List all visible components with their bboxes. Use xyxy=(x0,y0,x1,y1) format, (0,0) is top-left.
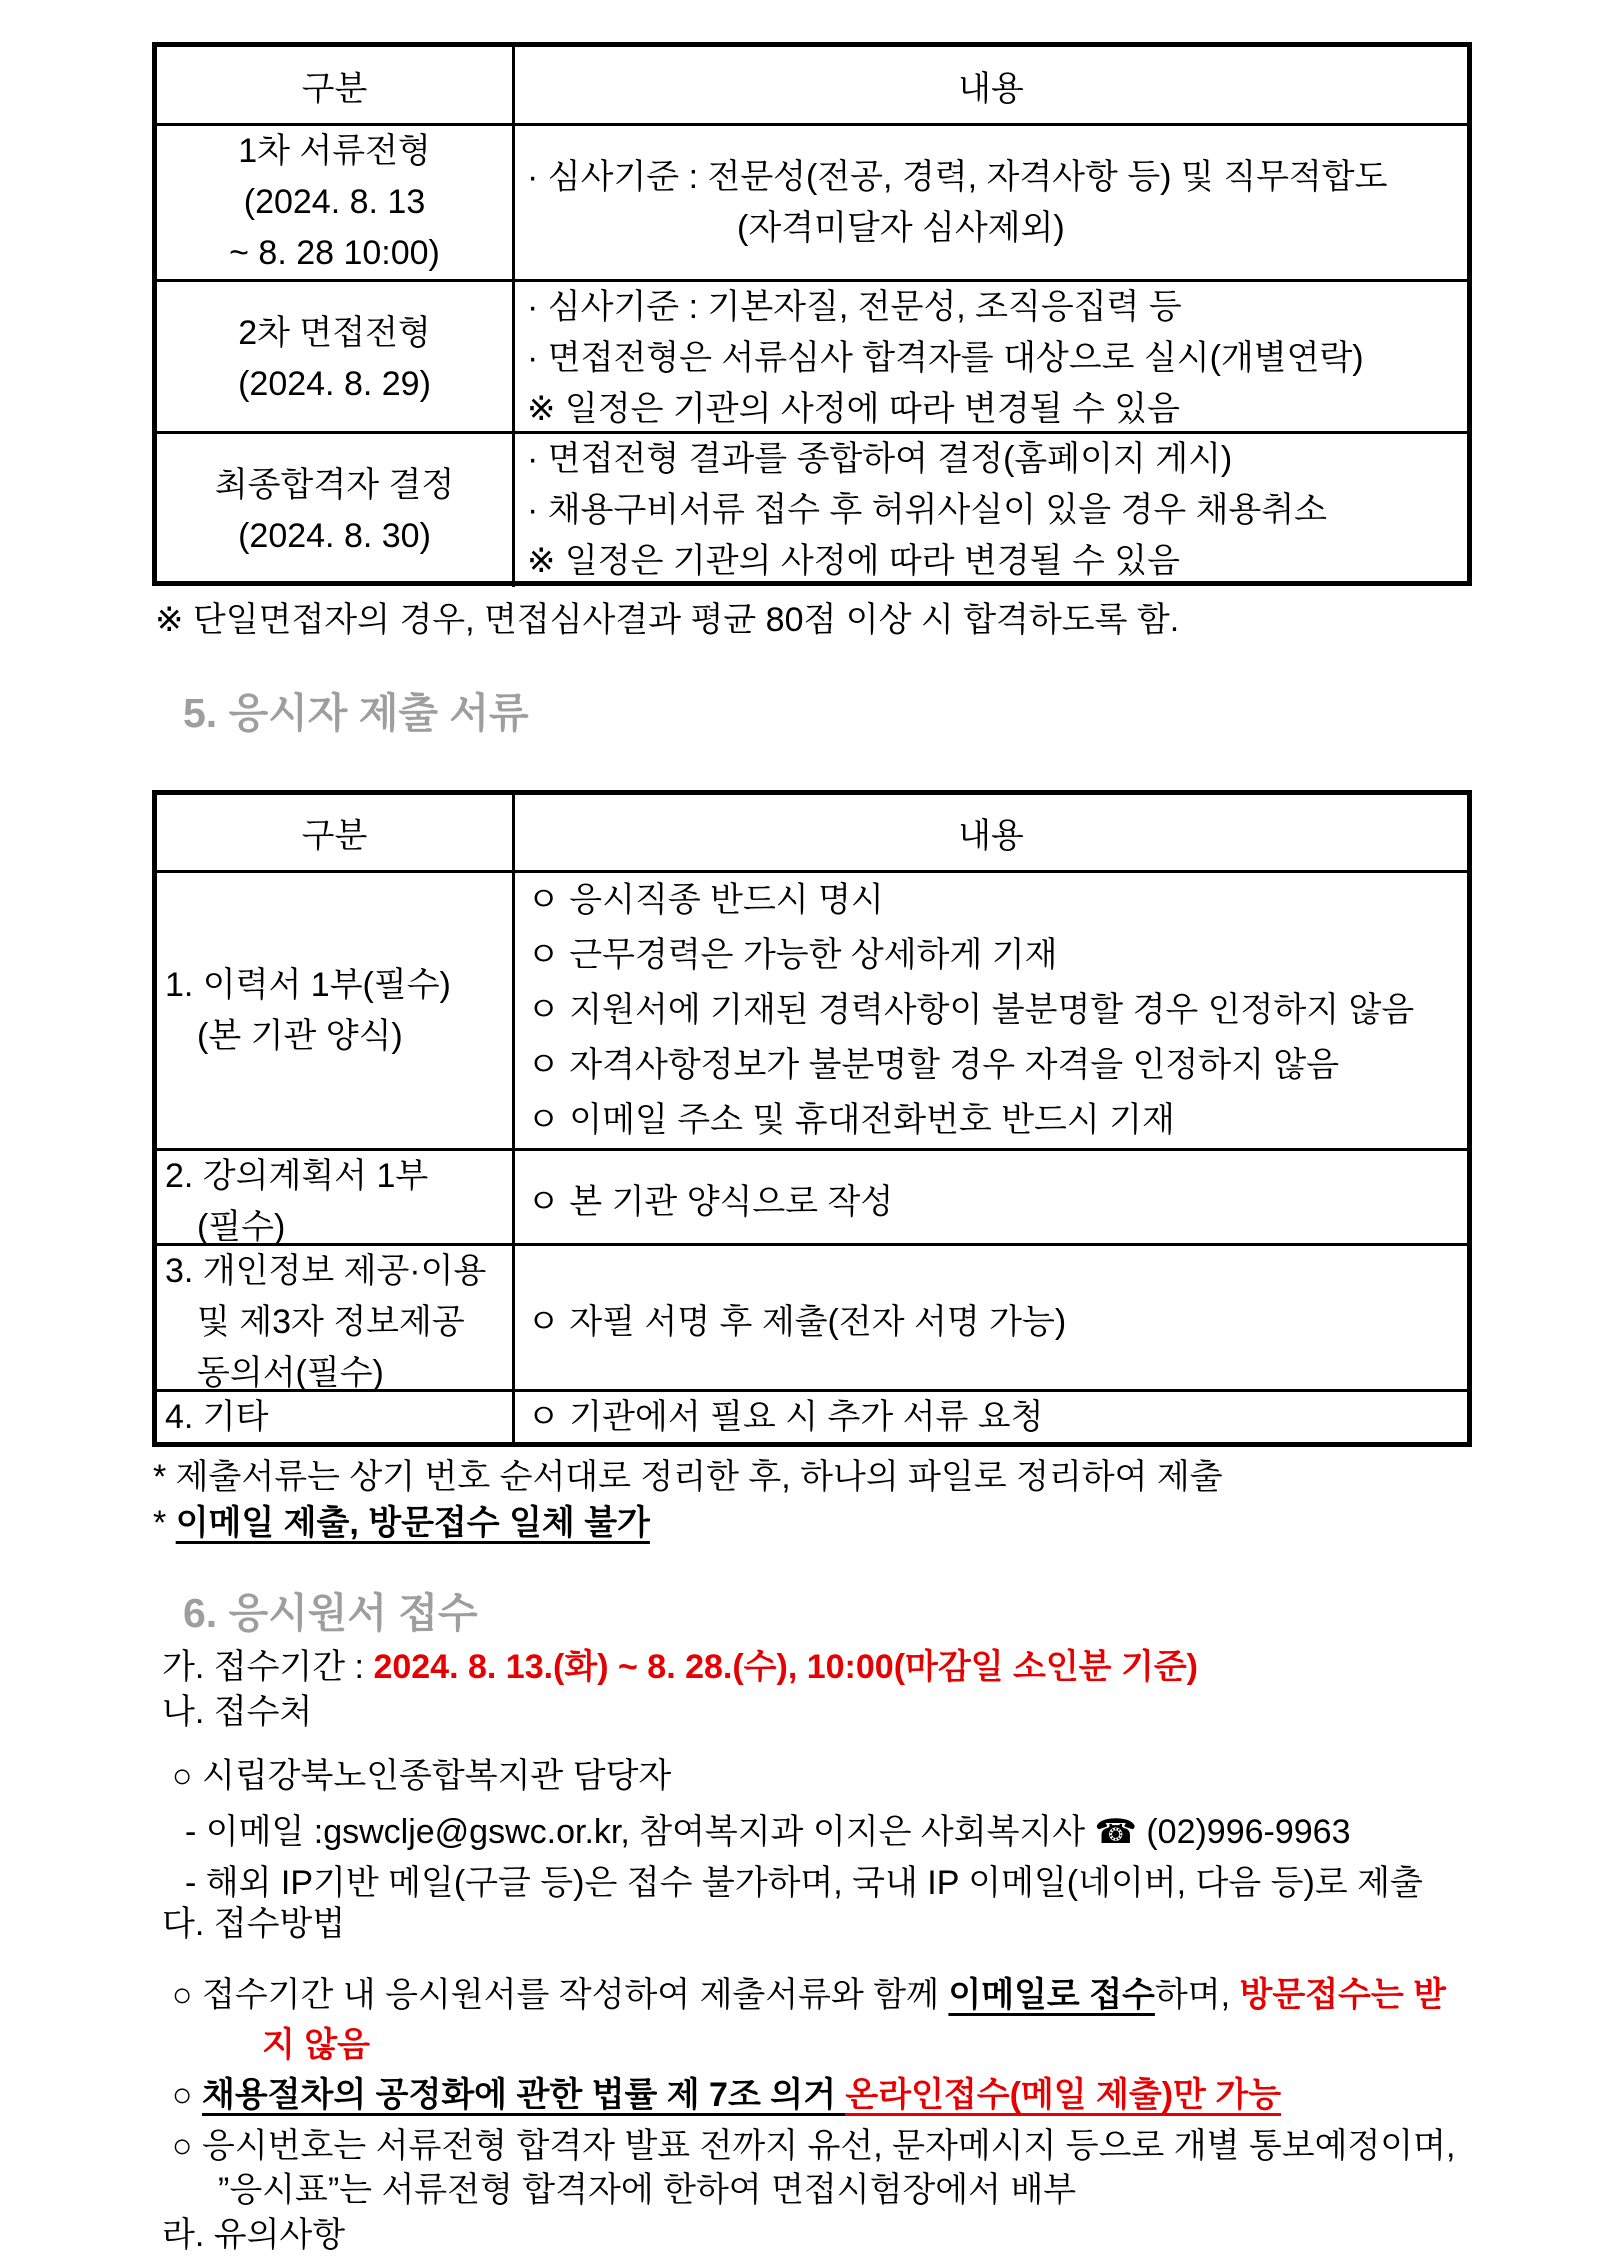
row-category: 최종합격자 결정 (2024. 8. 30) xyxy=(214,465,455,555)
row-content: ㅇ 자필 서명 후 제출(전자 서명 가능) xyxy=(512,1246,1467,1399)
row-category: 3. 개인정보 제공·이용 및 제3자 정보제공 동의서(필수) xyxy=(165,1252,487,1392)
table-header-row xyxy=(157,795,1467,870)
row-content: · 심사기준 : 기본자질, 전문성, 조직응집력 등 · 면접전형은 서류심사 합격자를 대상으로 실시(개별연락) ※ 일정은 기관의 사정에 따라 변경될 수 있음 xyxy=(512,282,1467,435)
no-visit-red-wrap: 지 않음 xyxy=(262,2026,370,2064)
contact-ip-notice: - 해외 IP기반 메일(구글 등)은 접수 불가하며, 국내 IP 이메일(네이버, 다음 등)로 제출 xyxy=(185,1864,1423,1902)
period-label: 가. 접수기간 : xyxy=(162,1648,374,1686)
row-content: · 심사기준 : 전문성(전공, 경력, 자격사항 등) 및 직무적합도 (자격미달자 심사제외) xyxy=(512,126,1467,279)
header-cell-content: 내용 xyxy=(512,795,1467,870)
method-number-line1: ○ 응시번호는 서류전형 합격자 발표 전까지 유선, 문자메시지 등으로 개별 통보예정이며, xyxy=(172,2127,1456,2165)
method-number-line2: ”응시표”는 서류전형 합격자에 한하여 면접시험장에서 배부 xyxy=(218,2171,1077,2209)
row-content: ㅇ 본 기관 양식으로 작성 xyxy=(512,1151,1467,1253)
selection-schedule-table xyxy=(152,42,1472,586)
header-cell-category: 구분 xyxy=(301,69,368,108)
header-cell-category: 구분 xyxy=(301,817,368,855)
method-law-line xyxy=(172,2068,1281,2122)
email-submit-emphasis: 이메일로 접수 xyxy=(948,1976,1155,2014)
contact-organization: ○ 시립강북노인종합복지관 담당자 xyxy=(172,1757,672,1795)
period-dates: 2024. 8. 13.(화) ~ 8. 28.(수), 10:00(마감일 소인분 기준) xyxy=(373,1648,1198,1686)
circle-bullet: ○ xyxy=(172,2076,202,2114)
row-category: 1. 이력서 1부(필수) (본 기관 양식) xyxy=(165,965,451,1055)
online-only-red: 온라인접수(메일 제출)만 가능 xyxy=(845,2076,1282,2114)
row-category: 1차 서류전형 (2024. 8. 13 ~ 8. 28 10:00) xyxy=(229,132,440,272)
table-header-row xyxy=(157,47,1467,123)
row-content: · 면접전형 결과를 종합하여 결정(홈페이지 게시) · 채용구비서류 접수 후 허위사실이 있을 경우 채용취소 ※ 일정은 기관의 사정에 따라 변경될 수 있음 xyxy=(512,434,1467,587)
row-category: 4. 기타 xyxy=(165,1398,269,1436)
row-content: ㅇ 기관에서 필요 시 추가 서류 요청 xyxy=(512,1392,1467,1443)
table-row xyxy=(157,1389,1467,1442)
notes-label: 라. 유의사항 xyxy=(162,2216,346,2254)
section6-heading: 6. 응시원서 접수 xyxy=(183,1590,478,1636)
header-cell-content: 내용 xyxy=(512,47,1467,123)
row-category: 2차 면접전형 (2024. 8. 29) xyxy=(238,313,431,403)
table-row xyxy=(157,1148,1467,1246)
method-email-line xyxy=(172,1968,1446,2022)
table-row xyxy=(157,870,1467,1148)
contact-email-line: - 이메일 :gswclje@gswc.or.kr, 참여복지과 이지은 사회복지사 ☎ (02)996-9963 xyxy=(185,1813,1351,1851)
reception-place-label: 나. 접수처 xyxy=(162,1693,313,1731)
method-text: 하며, xyxy=(1154,1976,1240,2014)
no-visit-red: 방문접수는 받 xyxy=(1239,1976,1447,2014)
table-row xyxy=(157,1243,1467,1392)
table2-note-no-email xyxy=(153,1496,650,1550)
method-text: ○ 접수기간 내 응시원서를 작성하여 제출서류와 함께 xyxy=(172,1976,949,2014)
table-row xyxy=(157,279,1467,431)
asterisk: * xyxy=(153,1504,176,1542)
row-category: 2. 강의계획서 1부 (필수) xyxy=(165,1157,429,1246)
table-row xyxy=(157,431,1467,581)
law-emphasis: 채용절차의 공정화에 관한 법률 제 7조 의거 xyxy=(201,2076,846,2114)
table-row xyxy=(157,123,1467,279)
section5-heading: 5. 응시자 제출 서류 xyxy=(183,690,529,736)
no-email-emphasis: 이메일 제출, 방문접수 일체 불가 xyxy=(175,1504,650,1542)
application-period-line xyxy=(162,1640,1198,1694)
reception-method-label: 다. 접수방법 xyxy=(162,1905,346,1943)
table2-note-order: * 제출서류는 상기 번호 순서대로 정리한 후, 하나의 파일로 정리하여 제출 xyxy=(153,1458,1223,1496)
row-content: ㅇ 응시직종 반드시 명시 ㅇ 근무경력은 가능한 상세하게 기재 ㅇ 지원서에 기재된 경력사항이 불분명할 경우 인정하지 않음 ㅇ 자격사항정보가 불분명할 경우 자격을 인정하지 않음 ㅇ 이메일 주소 및 휴대전화번호 반드시 기재 xyxy=(512,873,1467,1148)
submission-documents-table xyxy=(152,790,1472,1447)
table1-footnote: ※ 단일면접자의 경우, 면접심사결과 평균 80점 이상 시 합격하도록 함. xyxy=(155,601,1180,639)
